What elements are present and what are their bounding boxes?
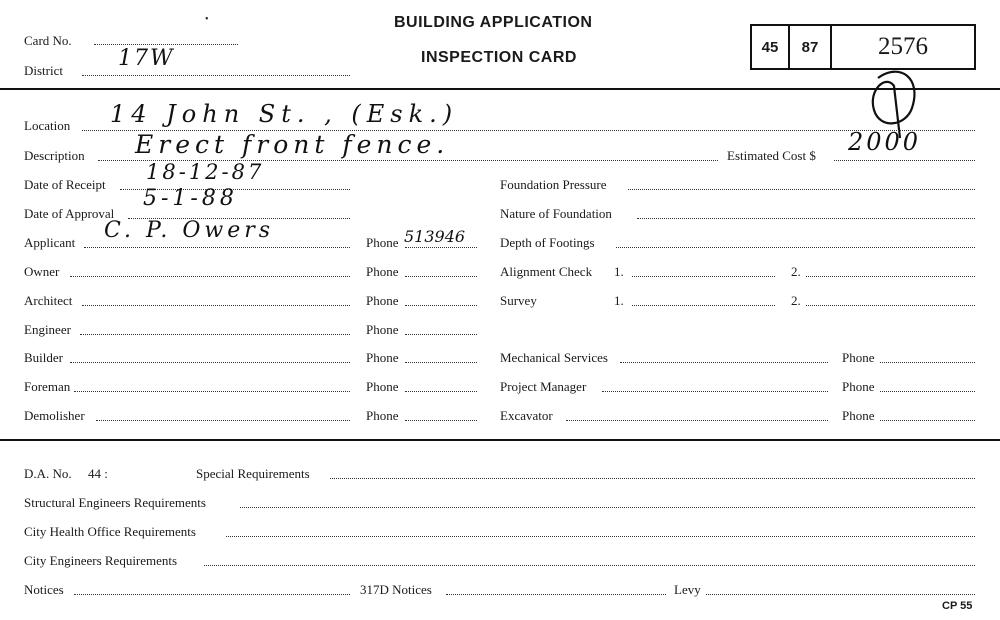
builder-phone-label: Phone [366,350,399,365]
applicant-value: C. P. Owers [104,218,275,243]
builder-phone-line [405,362,477,363]
applicant-label: Applicant [24,235,76,250]
levy-label: Levy [674,582,701,597]
location-label: Location [24,118,71,133]
applicant-phone-label: Phone [366,235,399,250]
mechanical-services-phone-line [880,362,975,363]
demolisher-phone-label: Phone [366,408,399,423]
engineer-phone-line [405,334,477,335]
owner-line [70,276,350,277]
excavator-label: Excavator [500,408,553,423]
demolisher-phone-line [405,420,477,421]
project-manager-phone-line [880,391,975,392]
survey-line2 [806,305,975,306]
notices-line [74,594,350,595]
card-no-line [94,44,238,45]
survey-num2: 2. [791,293,801,308]
architect-label: Architect [24,293,73,308]
da-no-label: D.A. No. [24,466,72,481]
estimated-cost-value: 2000 [848,128,922,156]
alignment-check-label: Alignment Check [500,264,593,279]
demolisher-label: Demolisher [24,408,85,423]
notices-317d-label: 317D Notices [360,582,432,597]
engineer-label: Engineer [24,322,71,337]
foundation-pressure-label: Foundation Pressure [500,177,607,192]
title-line1: BUILDING APPLICATION [394,14,593,31]
special-requirements-line [330,478,975,479]
applicant-phone-value: 513946 [404,227,466,246]
box-cell-2: 87 [790,26,832,68]
district-value: 17W [118,46,175,71]
ink-speck: • [205,14,209,25]
owner-label: Owner [24,264,60,279]
engineer-phone-label: Phone [366,322,399,337]
owner-phone-label: Phone [366,264,399,279]
date-approval-value: 5-1-88 [143,186,238,211]
project-manager-label: Project Manager [500,379,587,394]
district-line [82,75,350,76]
date-approval-label: Date of Approval [24,206,115,221]
excavator-phone-label: Phone [842,408,875,423]
district-label: District [24,63,63,78]
card-no-label: Card No. [24,33,72,48]
mechanical-services-label: Mechanical Services [500,350,608,365]
nature-foundation-line [637,218,975,219]
alignment-check-num2: 2. [791,264,801,279]
foreman-line [74,391,350,392]
date-receipt-value: 18-12-87 [146,160,265,184]
date-receipt-label: Date of Receipt [24,177,106,192]
survey-line1 [632,305,775,306]
builder-line [70,362,350,363]
title-line2: INSPECTION CARD [421,49,577,66]
foundation-pressure-line [628,189,975,190]
special-requirements-label: Special Requirements [196,466,310,481]
section-rule [0,439,1000,441]
box-cell-3: 2576 [878,33,928,60]
applicant-line [84,247,350,248]
alignment-check-num1: 1. [614,264,624,279]
structural-requirements-line [240,507,975,508]
description-value: Erect front fence. [135,130,450,159]
excavator-line [566,420,828,421]
location-value: 14 John St. , (Esk.) [110,100,459,128]
demolisher-line [96,420,350,421]
mechanical-services-line [620,362,828,363]
alignment-check-line2 [806,276,975,277]
description-label: Description [24,148,85,163]
mechanical-services-phone-label: Phone [842,350,875,365]
city-engineers-requirements-label: City Engineers Requirements [24,553,178,568]
survey-num1: 1. [614,293,624,308]
builder-label: Builder [24,350,63,365]
form-code: CP 55 [942,600,973,612]
depth-footings-line [616,247,975,248]
owner-phone-line [405,276,477,277]
da-no-value: 44 : [88,466,108,481]
foreman-phone-label: Phone [366,379,399,394]
architect-phone-line [405,305,477,306]
foreman-phone-line [405,391,477,392]
city-engineers-requirements-line [204,565,975,566]
health-requirements-label: City Health Office Requirements [24,524,196,539]
alignment-check-line1 [632,276,775,277]
notices-317d-line [446,594,666,595]
depth-footings-label: Depth of Footings [500,235,595,250]
architect-phone-label: Phone [366,293,399,308]
project-manager-line [602,391,828,392]
box-cell-1: 45 [752,26,790,68]
foreman-label: Foreman [24,379,71,394]
applicant-phone-line [405,247,477,248]
structural-requirements-label: Structural Engineers Requirements [24,495,206,510]
survey-label: Survey [500,293,537,308]
project-manager-phone-label: Phone [842,379,875,394]
architect-line [82,305,350,306]
nature-foundation-label: Nature of Foundation [500,206,612,221]
excavator-phone-line [880,420,975,421]
health-requirements-line [226,536,975,537]
estimated-cost-line [834,160,975,161]
notices-label: Notices [24,582,64,597]
estimated-cost-label: Estimated Cost $ [727,148,816,163]
engineer-line [80,334,350,335]
levy-line [706,594,975,595]
